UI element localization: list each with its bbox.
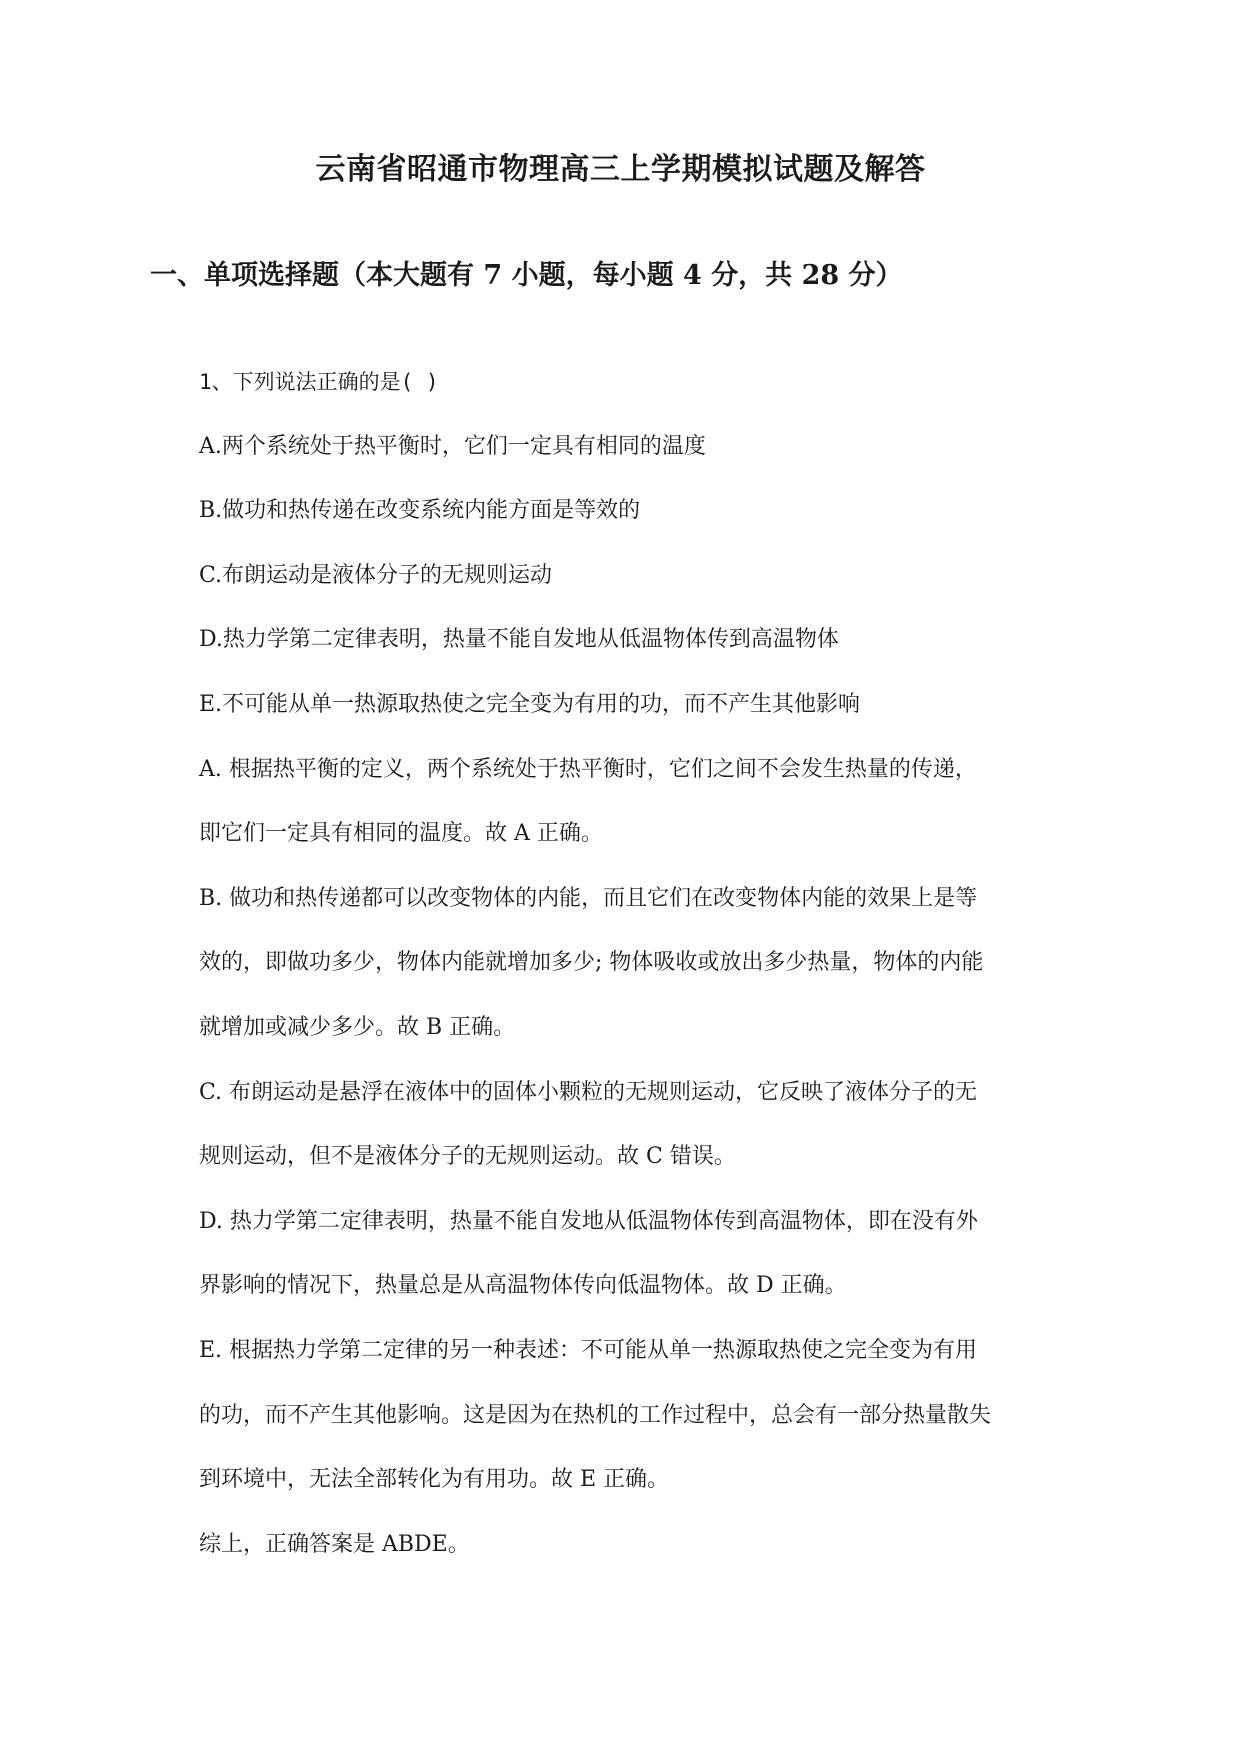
analysis-line: 效的，即做功多少，物体内能就增加多少; 物体吸收或放出多少热量，物体的内能 — [199, 950, 984, 976]
option-e: E.不可能从单一热源取热使之完全变为有用的功，而不产生其他影响 — [199, 691, 861, 717]
analysis-line: B. 做功和热传递都可以改变物体的内能，而且它们在改变物体内能的效果上是等 — [199, 885, 978, 911]
analysis-line: 即它们一定具有相同的温度。故 A 正确。 — [199, 821, 603, 847]
analysis-line: 到环境中，无法全部转化为有用功。故 E 正确。 — [199, 1467, 670, 1493]
analysis-line: 的功，而不产生其他影响。这是因为在热机的工作过程中，总会有一部分热量散失 — [199, 1402, 992, 1428]
analysis-line: C. 布朗运动是悬浮在液体中的固体小颗粒的无规则运动，它反映了液体分子的无 — [199, 1079, 978, 1105]
analysis-line: D. 热力学第二定律表明，热量不能自发地从低温物体传到高温物体，即在没有外 — [199, 1208, 978, 1234]
option-c: C.布朗运动是液体分子的无规则运动 — [199, 562, 553, 588]
question-body — [199, 350, 1099, 1577]
document-title: 云南省昭通市物理高三上学期模拟试题及解答 — [315, 152, 926, 187]
answer-conclusion: 综上，正确答案是 ABDE。 — [199, 1531, 470, 1557]
option-a: A.两个系统处于热平衡时，它们一定具有相同的温度 — [199, 433, 706, 459]
option-b: B.做功和热传递在改变系统内能方面是等效的 — [199, 498, 641, 524]
section-heading: 一、单项选择题（本大题有 7 小题，每小题 4 分，共 28 分） — [150, 260, 903, 291]
analysis-line: E. 根据热力学第二定律的另一种表述：不可能从单一热源取热使之完全变为有用 — [199, 1337, 978, 1363]
analysis-line: 就增加或减少多少。故 B 正确。 — [199, 1014, 516, 1040]
analysis-line: A. 根据热平衡的定义，两个系统处于热平衡时，它们之间不会发生热量的传递， — [199, 756, 977, 782]
option-d: D.热力学第二定律表明，热量不能自发地从低温物体传到高温物体 — [199, 627, 839, 653]
analysis-line: 界影响的情况下，热量总是从高温物体传向低温物体。故 D 正确。 — [199, 1273, 847, 1299]
question-stem: 1、下列说法正确的是( ) — [199, 370, 439, 394]
analysis-line: 规则运动，但不是液体分子的无规则运动。故 C 错误。 — [199, 1144, 736, 1170]
